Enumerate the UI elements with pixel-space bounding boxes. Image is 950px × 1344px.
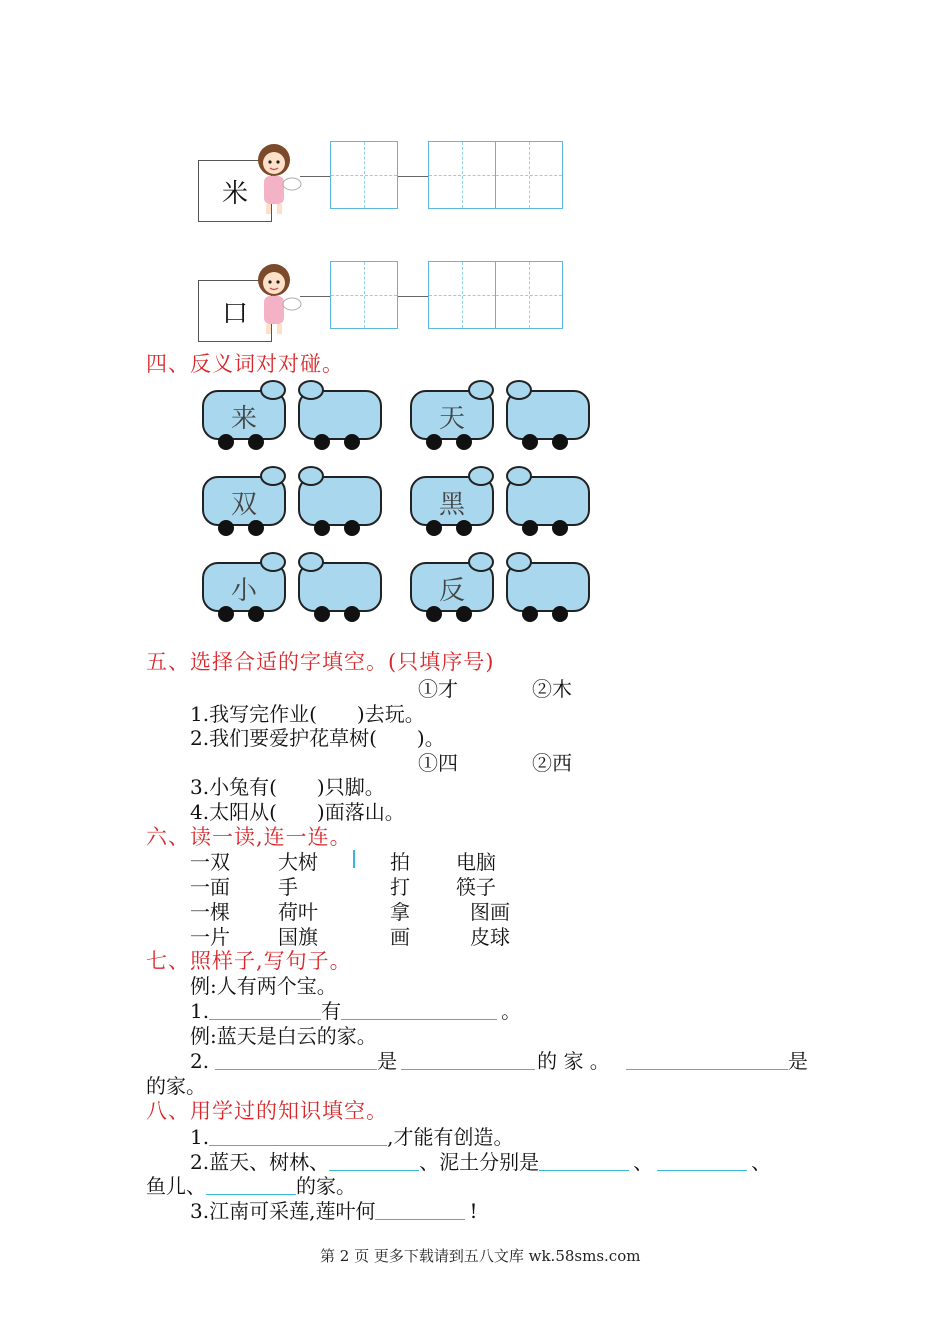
tianzi-box xyxy=(330,261,398,329)
imitate-question-2: 2. 是 的 家 。 是 xyxy=(190,1049,808,1073)
tianzi-box xyxy=(495,261,563,329)
connector-line xyxy=(300,296,330,297)
option-1: ①才 xyxy=(418,677,458,701)
car-word-text: 黑 xyxy=(438,490,465,520)
answer-blank[interactable] xyxy=(341,1001,497,1020)
question-2: 2.我们要爱护花草树( )。 xyxy=(190,726,445,750)
text-cursor xyxy=(353,850,355,868)
answer-blank[interactable] xyxy=(657,1152,747,1171)
option-3: ①四 xyxy=(418,751,458,775)
match-cell: 皮球 xyxy=(470,925,510,949)
girl-angel-icon xyxy=(250,138,302,218)
question-3: 3.小兔有( )只脚。 xyxy=(190,775,385,799)
tianzi-box xyxy=(495,141,563,209)
tianzi-box xyxy=(330,141,398,209)
match-cell: 一片 xyxy=(190,925,230,949)
question-4: 4.太阳从( )面落山。 xyxy=(190,800,405,824)
section-title-imitate: 七、照样子,写句子。 xyxy=(146,949,352,973)
match-cell: 一双 xyxy=(190,850,230,874)
answer-blank[interactable] xyxy=(626,1051,788,1070)
answer-blank[interactable] xyxy=(401,1051,535,1070)
car-blank xyxy=(298,380,382,450)
section-title-choose: 五、选择合适的字填空。(只填序号) xyxy=(146,650,495,674)
girl-angel-icon xyxy=(250,258,302,338)
section-title-match: 六、读一读,连一连。 xyxy=(146,825,352,849)
car-word xyxy=(202,466,286,536)
match-cell: 拍 xyxy=(390,850,410,874)
imitate-question-1: 1. 有 。 xyxy=(190,999,522,1023)
match-cell: 一面 xyxy=(190,875,230,899)
answer-blank[interactable] xyxy=(539,1152,629,1171)
option-4: ②西 xyxy=(532,751,572,775)
car-word-text: 双 xyxy=(230,490,257,520)
car-word xyxy=(410,380,494,450)
car-word xyxy=(202,552,286,622)
match-cell: 打 xyxy=(390,875,410,899)
match-cell: 筷子 xyxy=(456,875,496,899)
connector-line xyxy=(398,176,428,177)
knowledge-question-1: 1. ,才能有创造。 xyxy=(190,1125,514,1149)
car-blank xyxy=(506,380,590,450)
car-blank xyxy=(506,466,590,536)
match-cell: 国旗 xyxy=(278,925,318,949)
knowledge-question-2: 2.蓝天、树林、 、泥土分别是 、 、 xyxy=(190,1150,772,1174)
car-word-text: 来 xyxy=(230,404,257,434)
match-cell: 荷叶 xyxy=(278,900,318,924)
page-footer: 第 2 页 更多下载请到五八文库 wk.58sms.com xyxy=(320,1247,641,1265)
match-cell: 画 xyxy=(390,925,410,949)
car-word xyxy=(202,380,286,450)
car-word xyxy=(410,466,494,536)
knowledge-question-2-line2: 鱼儿、 的家。 xyxy=(146,1174,356,1198)
car-word-text: 天 xyxy=(438,404,465,434)
answer-blank[interactable] xyxy=(329,1152,419,1171)
imitate-question-2-tail: 的家。 xyxy=(146,1074,206,1098)
match-cell: 拿 xyxy=(390,900,410,924)
answer-blank[interactable] xyxy=(375,1201,465,1220)
match-cell: 图画 xyxy=(470,900,510,924)
match-cell: 一棵 xyxy=(190,900,230,924)
answer-blank[interactable] xyxy=(209,1001,321,1020)
car-blank xyxy=(506,552,590,622)
example-2: 例:蓝天是白云的家。 xyxy=(190,1024,377,1048)
car-blank xyxy=(298,552,382,622)
card-char: 米 xyxy=(221,178,248,209)
option-2: ②木 xyxy=(532,677,572,701)
section-title-knowledge: 八、用学过的知识填空。 xyxy=(146,1099,388,1123)
section-title-antonyms: 四、反义词对对碰。 xyxy=(146,352,344,376)
question-1: 1.我写完作业( )去玩。 xyxy=(190,702,425,726)
car-word xyxy=(410,552,494,622)
answer-blank[interactable] xyxy=(206,1176,296,1195)
match-cell: 手 xyxy=(278,875,298,899)
knowledge-question-3: 3.江南可采莲,莲叶何 ! xyxy=(190,1199,478,1223)
connector-line xyxy=(300,176,330,177)
connector-line xyxy=(398,296,428,297)
example-1: 例:人有两个宝。 xyxy=(190,974,337,998)
car-blank xyxy=(298,466,382,536)
card-char: 口 xyxy=(221,298,248,329)
car-word-text: 反 xyxy=(438,576,465,606)
answer-blank[interactable] xyxy=(215,1051,377,1070)
tianzi-box xyxy=(428,141,496,209)
answer-blank[interactable] xyxy=(209,1127,387,1146)
tianzi-box xyxy=(428,261,496,329)
match-cell: 大树 xyxy=(278,850,318,874)
match-cell: 电脑 xyxy=(456,850,496,874)
car-word-text: 小 xyxy=(230,576,257,606)
